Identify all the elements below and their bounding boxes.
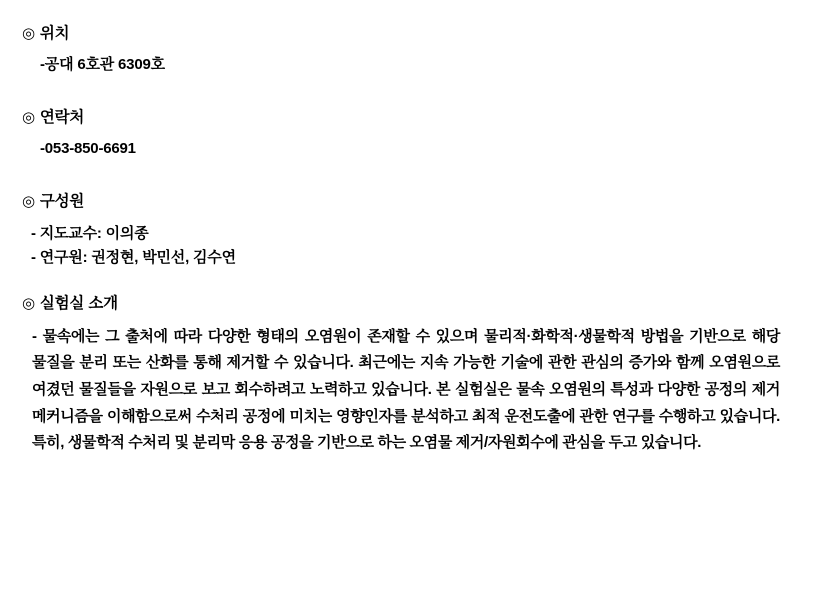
spacer — [22, 316, 794, 324]
spacer — [22, 160, 794, 190]
member-researchers: - 연구원: 권정현, 박민선, 김수연 — [31, 248, 236, 266]
spacer — [22, 270, 794, 292]
section-lab-intro-title: 실험실 소개 — [39, 295, 118, 313]
bullet-marker-icon: ◎ — [22, 193, 35, 210]
section-members-title: 구성원 — [39, 193, 85, 210]
section-contact-title: 연락처 — [39, 109, 85, 126]
bullet-marker-icon: ◎ — [22, 109, 35, 126]
section-location-heading — [22, 22, 794, 46]
bullet-marker-icon: ◎ — [22, 295, 35, 313]
section-lab-intro — [22, 292, 794, 457]
spacer — [22, 214, 794, 222]
spacer — [22, 130, 794, 138]
section-contact — [22, 106, 794, 160]
section-lab-intro-heading — [22, 292, 794, 316]
section-location-title: 위치 — [39, 25, 70, 42]
section-location — [22, 22, 794, 76]
section-members — [22, 190, 794, 270]
spacer — [22, 46, 794, 54]
location-value: -공대 6호관 6309호 — [40, 55, 165, 73]
contact-phone-value: -053-850-6691 — [40, 139, 136, 157]
section-contact-heading — [22, 106, 794, 130]
lab-intro-paragraph: - 물속에는 그 출처에 따라 다양한 형태의 오염원이 존재할 수 있으며 물리적·화학적·생물학적 방법을 기반으로 해당 물질을 분리 또는 산화를 통해 제거할 수 있습니다. 최근에는 지속 가능한 기술에 관한 관심의 증가와 함께 오염원으로 여겼던 물질들을 자원으로 보고 회수하려고 노력하고 있습니다. 본 실험실은 물속 오염원의 특성과 다양한 공정의 제거 메커니즘을 이해함으로써 수처리 공정에 미치는 영향인자를 분석하고 최적 운전도출에 관한 연구를 수행하고 있습니다. 특히, 생물학적 수처리 및 분리막 응용 공정을 기반으로 하는 오염물 제거/자원회수에 관심을 두고 있습니다. — [32, 327, 780, 452]
section-members-heading — [22, 190, 794, 214]
member-advisor: - 지도교수: 이의종 — [31, 224, 149, 242]
spacer — [22, 76, 794, 106]
bullet-marker-icon: ◎ — [22, 25, 35, 42]
